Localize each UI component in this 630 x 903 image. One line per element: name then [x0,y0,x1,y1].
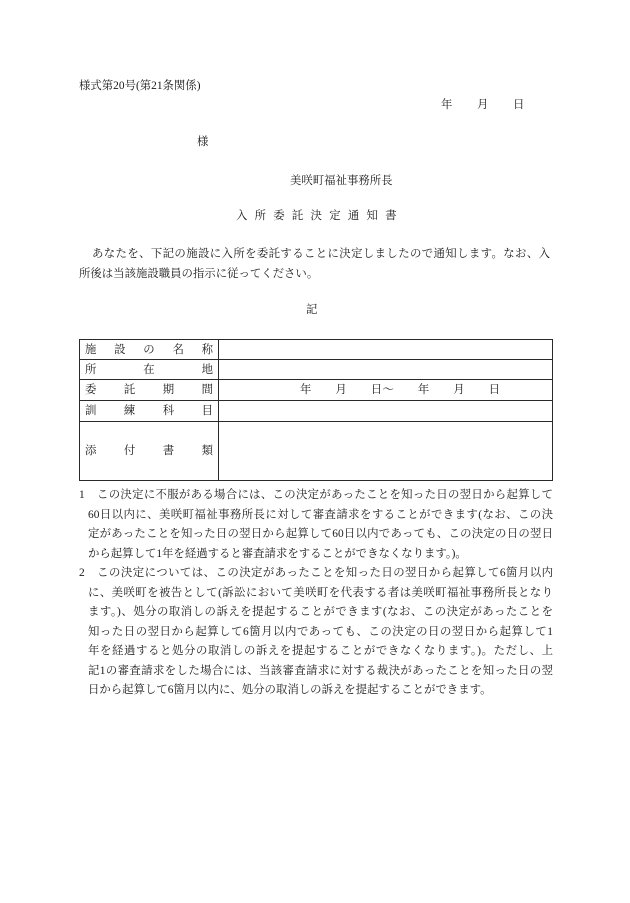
body-paragraph [79,245,550,284]
note-item [79,486,553,564]
note-text: この決定については、この決定があったことを知った日の翌日から起算して6箇月以内 [96,567,553,579]
table-row [80,422,553,481]
note-line: ます。)、処分の取消しの訴えを提起することができます(なお、この決定があったことを [88,606,553,618]
details-table [79,339,553,481]
body-line: あなたを、下記の施設に入所を委託することに決定しましたので通知します。なお、入 [92,248,550,260]
note-line: から起算して1年を経過すると審査請求をすることができなくなります。)。 [88,547,467,560]
training-subject-label-cell [80,401,219,422]
table-row [80,380,553,401]
notes-section [79,486,553,701]
note-line: に、美咲町を被告として(訴訟において美咲町を代表する者は美咲町福祉事務所長となり [88,586,553,599]
entrustment-period-value: 年 月 日～ 年 月 日 [300,384,501,396]
addressee-honorific: 様 [197,136,209,148]
training-subject-value-cell [219,401,553,422]
issue-date-line: 年 月 日 [441,99,525,111]
note-line: 60日以内に、美咲町福祉事務所長に対して審査請求をすることができます(なお、この決 [88,508,553,521]
note-number: 2 [79,567,85,579]
form-number: 様式第20号(第21条関係) [79,80,201,92]
document-title: 入 所 委 託 決 定 通 知 書 [236,210,399,222]
note-line: 日から起算して6箇月以内に、処分の取消しの訴えを提起することができます。 [88,684,492,696]
note-number: 1 [79,489,85,501]
location-value-cell [219,360,553,380]
entrustment-period-value-cell [219,380,553,401]
table-row [80,360,553,380]
note-line: 定があったことを知った日の翌日から起算して60日以内であっても、この決定の日の翌日 [88,528,553,540]
training-subject-label: 訓 練 科 目 [85,405,213,417]
facility-name-label: 施 設 の 名 称 [85,343,213,356]
note-line: 知った日の翌日から起算して6箇月以内であっても、この決定の日の翌日から起算して1 [88,625,553,638]
note-item [79,564,553,701]
attachments-value-cell [219,422,553,481]
location-label: 所 在 地 [85,363,213,376]
location-label-cell [80,360,219,380]
sender-name: 美咲町福祉事務所長 [290,175,393,187]
attachments-label: 添 付 書 類 [85,445,213,457]
note-text: この決定に不服がある場合には、この決定があったことを知った日の翌日から起算して [96,489,553,501]
note-line: 年を経過すると処分の取消しの訴えを提起することができなくなります。)。ただし、上 [88,645,553,657]
entrustment-period-label: 委 託 期 間 [85,384,213,396]
body-line: 所後は当該施設職員の指示に従ってください。 [79,267,319,280]
facility-name-label-cell [80,340,219,360]
table-row [80,340,553,360]
note-line [79,486,553,506]
ki-heading: 記 [306,304,318,316]
facility-name-value-cell [219,340,553,360]
attachments-label-cell [80,422,219,481]
table-row [80,401,553,422]
note-line [79,564,553,584]
entrustment-period-label-cell [80,380,219,401]
note-line: 記1の審査請求をした場合には、当該審査請求に対する裁決があったことを知った日の翌 [88,664,553,677]
